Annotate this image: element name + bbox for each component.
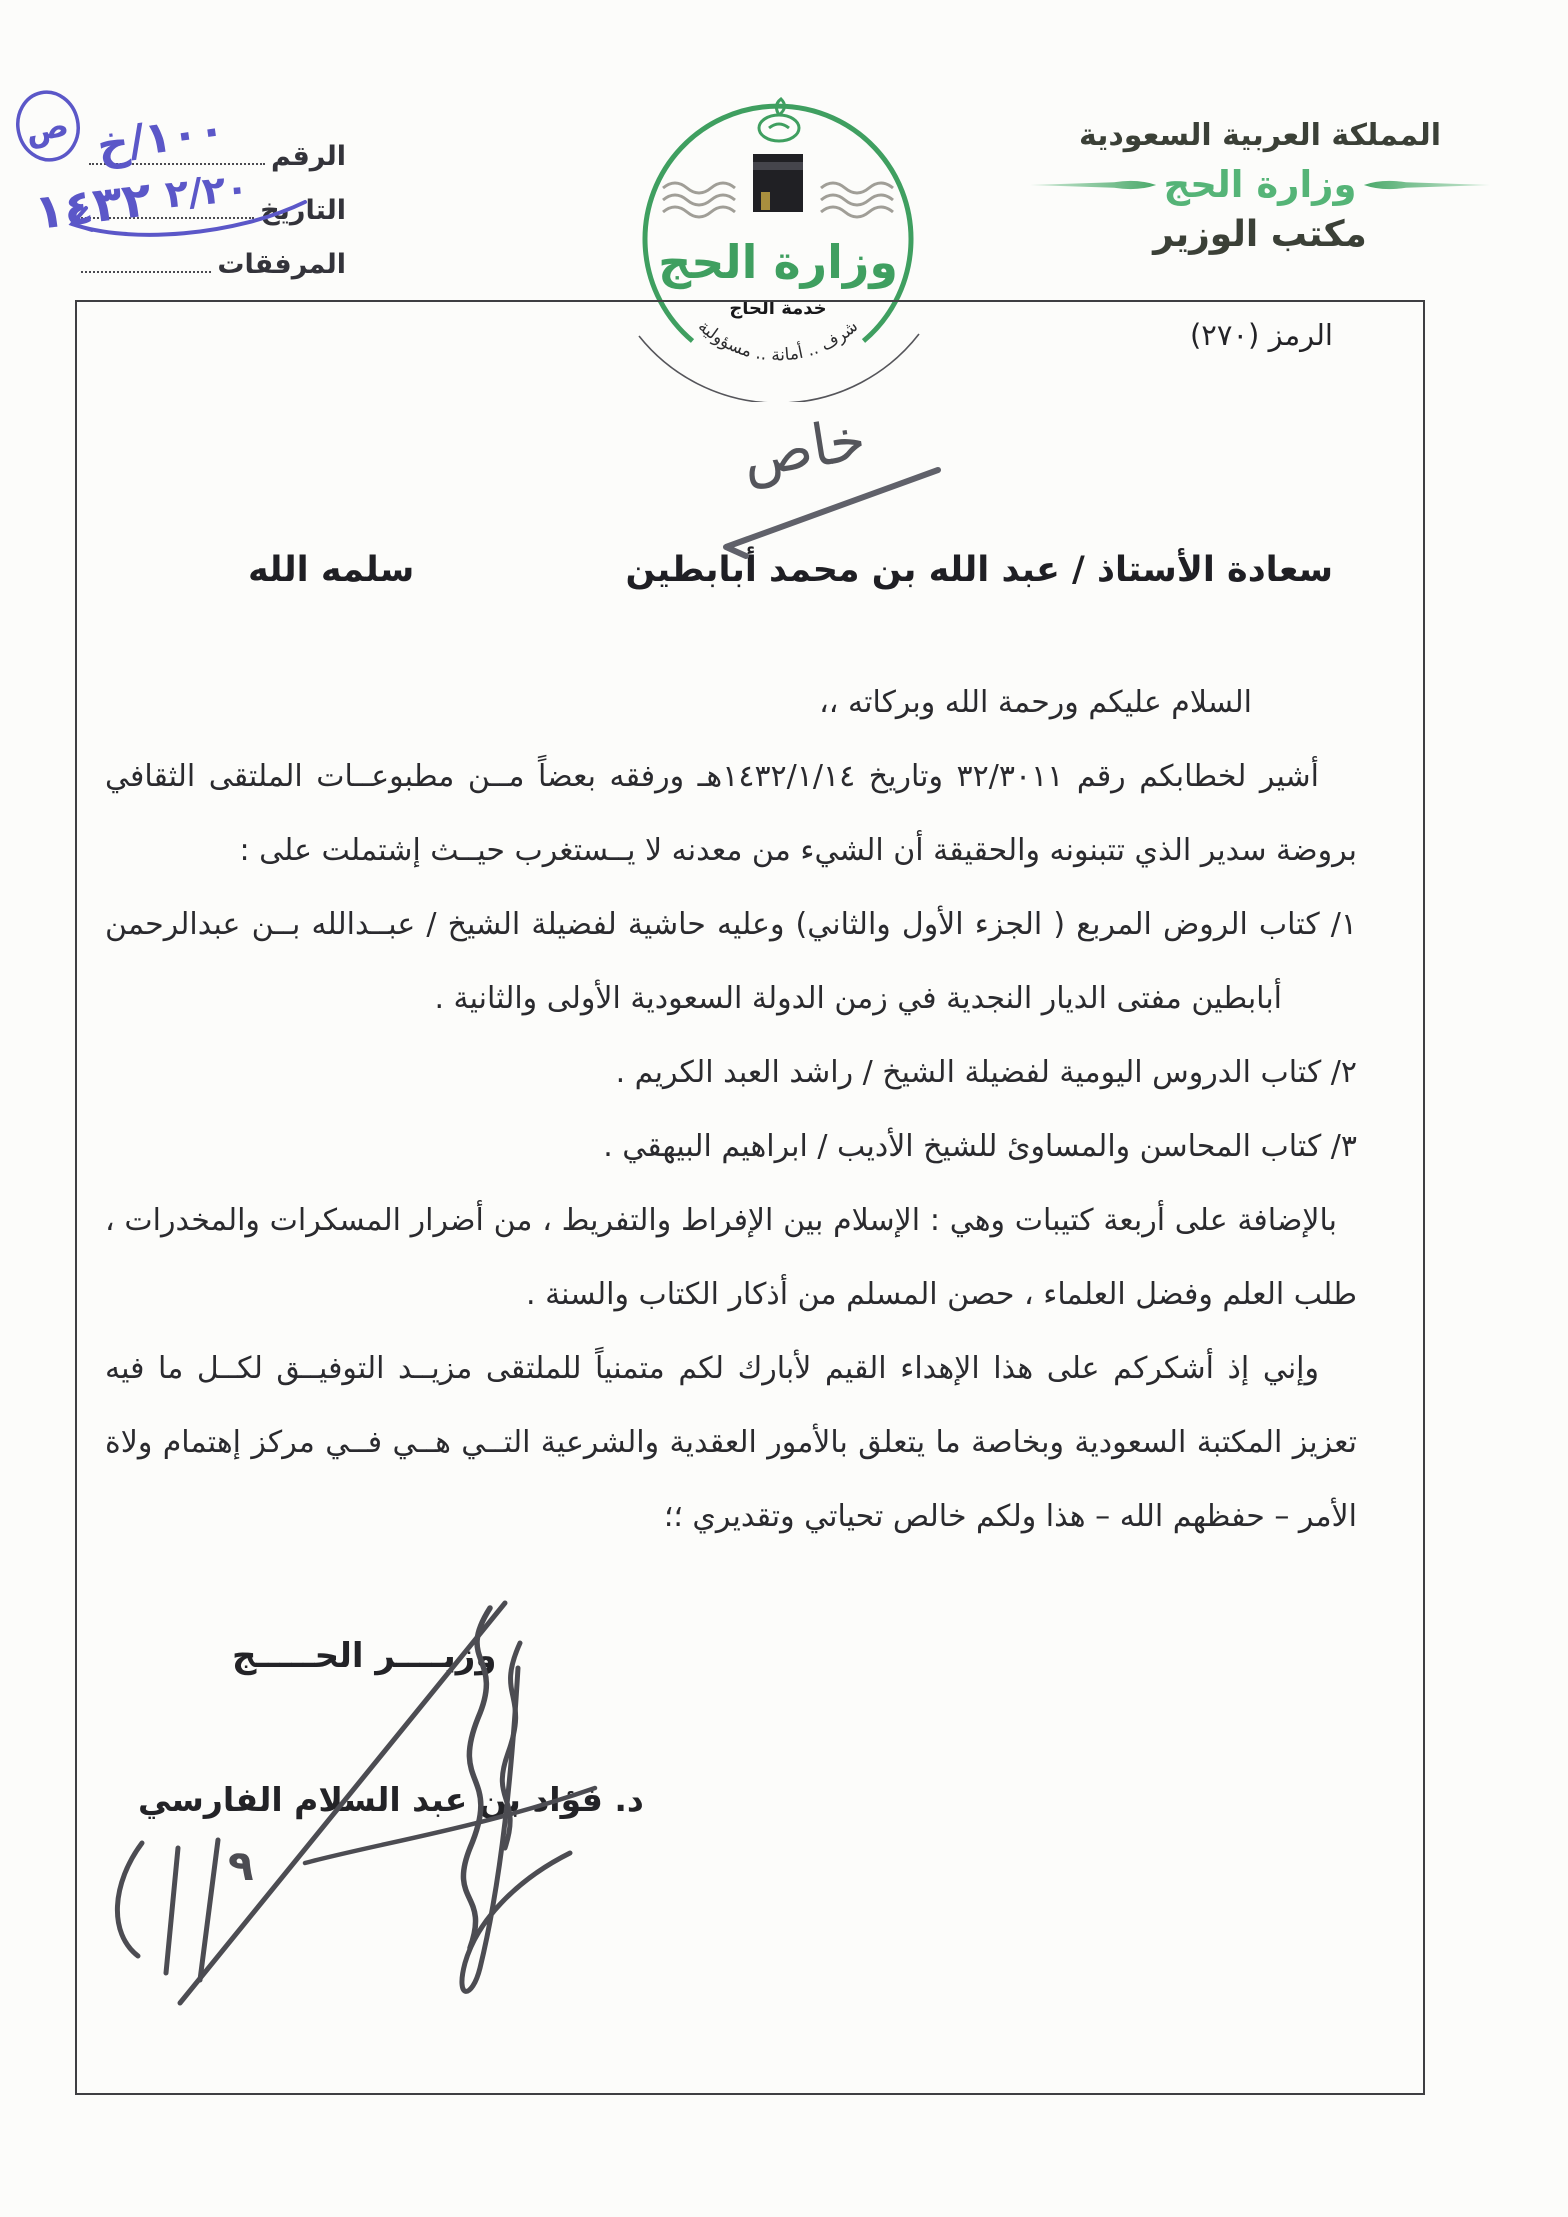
- signature-paren-stroke: [117, 1843, 142, 1956]
- list-item-3: ٣/ كتاب المحاسن والمساوئ للشيخ الأديب / ابراهيم البيهقي .: [603, 1129, 1357, 1164]
- letterhead-block: [1040, 118, 1480, 255]
- letter-body: [105, 666, 1357, 1554]
- signature-bar-stroke: [166, 1848, 178, 1973]
- letterhead-ministry: وزارة الحج: [1163, 163, 1357, 206]
- letterhead-ministry-row: [1040, 163, 1480, 206]
- classification-handwritten: خاص: [737, 404, 871, 492]
- ref-number-label: الرقم: [270, 141, 346, 172]
- signature-stroke: [180, 1603, 505, 2003]
- logo-ministry-name: وزارة الحج: [658, 235, 898, 289]
- letterhead-country: المملكة العربية السعودية: [1078, 118, 1442, 153]
- greeting-line: السلام عليكم ورحمة الله وبركاته ،،: [819, 685, 1252, 720]
- circled-stamp-letter: ص: [22, 105, 72, 151]
- signature-number-mark: ٩: [228, 1841, 254, 1890]
- list-item-1: ١/ كتاب الروض المربع ( الجزء الأول والثاني) وعليه حاشية لفضيلة الشيخ / عبــدالله بــن عبدالرحمن أبابطين مفتى الديار النجدية في زمن الدولة السعودية الأولى والثانية .: [105, 907, 1357, 1016]
- addressee-blessing: سلمه الله: [248, 550, 415, 590]
- flourish-right-icon: [1030, 177, 1158, 193]
- handwritten-date-day-month: ٢/٢٠: [163, 165, 251, 217]
- handwritten-blue-marks: [0, 64, 380, 294]
- addressee-name: سعادة الأستاذ / عبد الله بن محمد أبابطين: [625, 550, 1333, 590]
- logo-motto: شرف .. أمانة .. مسؤولية: [693, 316, 863, 366]
- handwritten-ref-number: ١٠٠/خ: [93, 103, 229, 172]
- letterhead-office: مكتب الوزير: [1153, 214, 1367, 255]
- logo-service-text: خدمة الحاج: [729, 298, 827, 319]
- paragraph-closing: وإني إذ أشكركم على هذا الإهداء القيم لأبارك لكم متمنياً للملتقى مزيــد التوفيــق لكــل ما فيه تعزيز المكتبة السعودية وبخاصة ما يتعلق بالأمور العقدية والشرعية التــي هــي فــي مركز إهتمام ولاة الأمر – حفظهم الله – هذا ولكم خالص تحياتي وتقديري ؛؛: [105, 1351, 1357, 1534]
- signatory-name: د. فؤاد بن عبد السلام الفارسي: [138, 1780, 644, 1819]
- kaaba-icon: [753, 154, 803, 212]
- paragraph-intro: أشير لخطابكم رقم ٣٢/٣٠١١ وتاريخ ١٤٣٢/١/١٤هـ ورفقه بعضاً مــن مطبوعــات الملتقى الثقافي بروضة سدير الذي تتبنونه والحقيقة أن الشيء من معدنه لا يــستغرب حيــث إشتملت على :: [105, 759, 1357, 868]
- handwritten-signature: [50, 1548, 630, 2038]
- paragraph-booklets: بالإضافة على أربعة كتيبات وهي : الإسلام بين الإفراط والتفريط ، من أضرار المسكرات والمخدرات ، طلب العلم وفضل العلماء ، حصن المسلم من أذكار الكتاب والسنة .: [105, 1203, 1357, 1312]
- flourish-left-icon: [1362, 177, 1490, 193]
- ref-date-label: التاريخ: [260, 195, 346, 226]
- code-number: الرمز (٢٧٠): [1189, 318, 1333, 352]
- classification-underline-icon: [688, 452, 958, 567]
- ref-attachments-label: المرفقات: [217, 249, 346, 280]
- handwritten-date-year: ١٤٣٢: [31, 171, 155, 242]
- signatory-title: وزيــــر الحـــــج: [232, 1636, 497, 1676]
- signature-stroke: [463, 1608, 490, 1948]
- list-item-2: ٢/ كتاب الدروس اليومية لفضيلة الشيخ / راشد العبد الكريم .: [615, 1055, 1357, 1090]
